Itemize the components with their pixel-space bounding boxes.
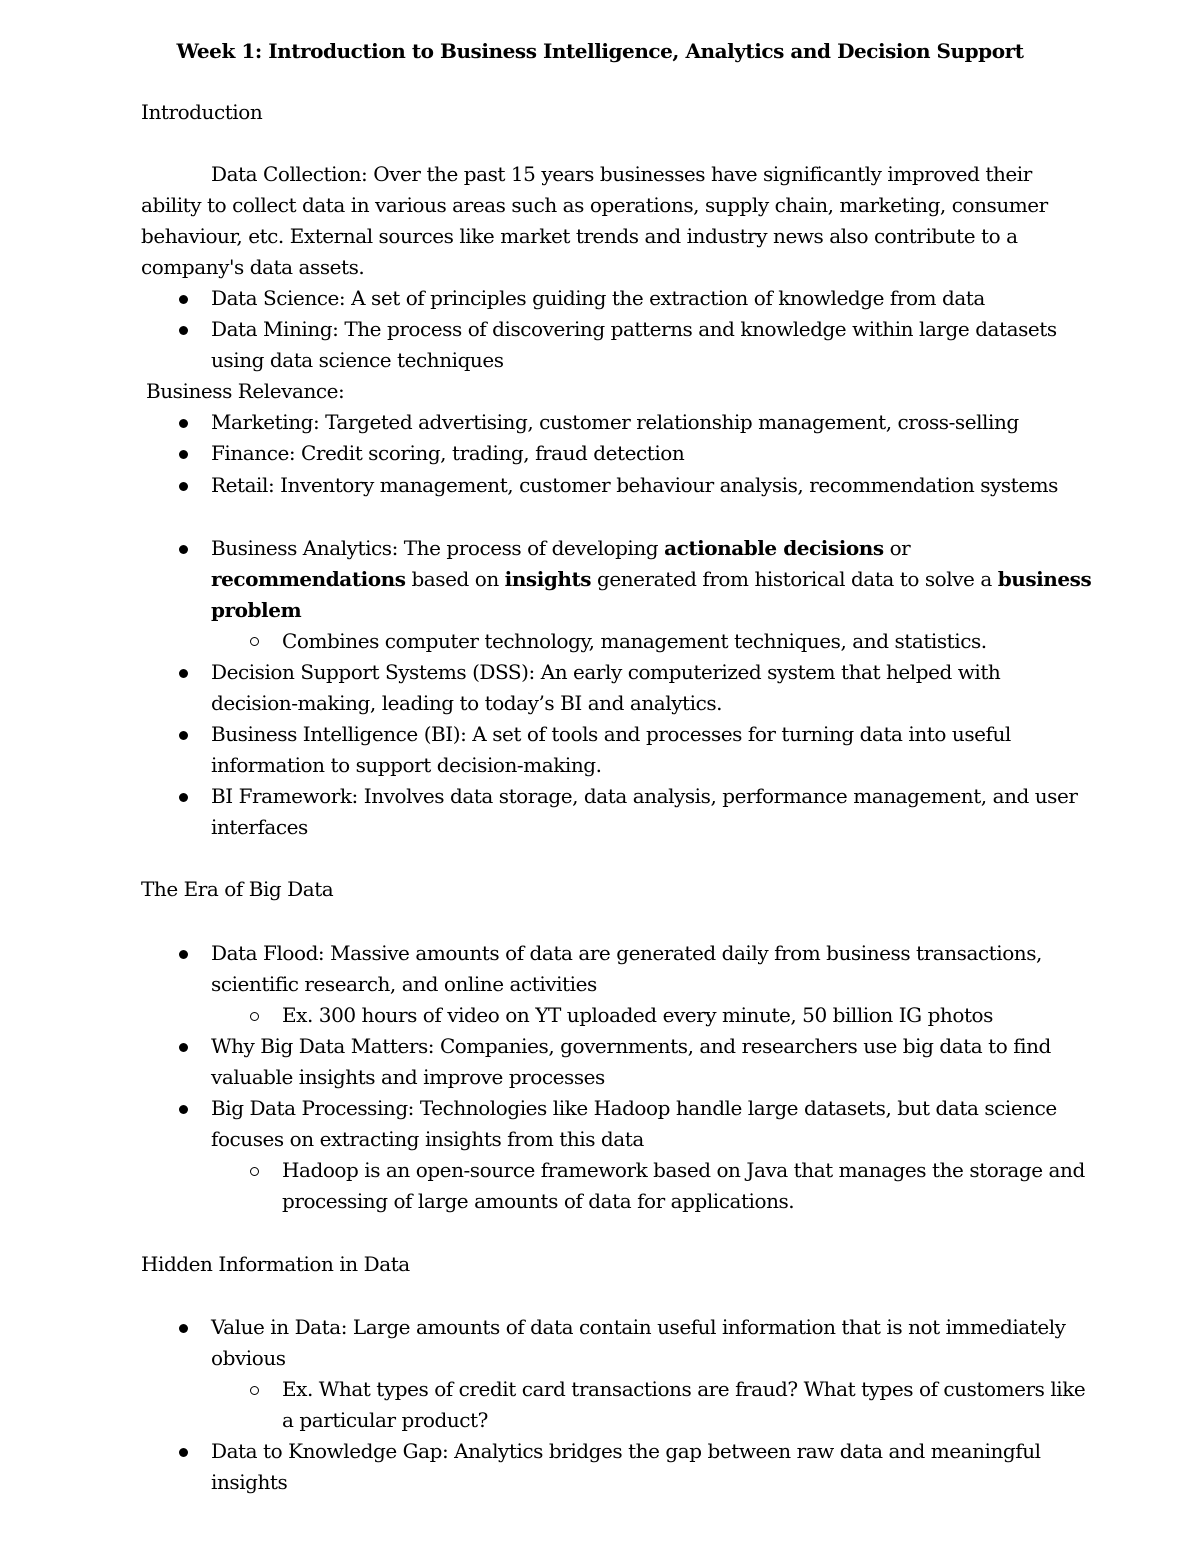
section-heading-introduction: Introduction <box>141 100 263 124</box>
bullet-icon <box>179 419 188 428</box>
bullet-icon <box>179 1043 188 1052</box>
hollow-bullet-icon <box>250 1167 259 1176</box>
section-heading-big-data: The Era of Big Data <box>141 877 334 901</box>
bullet-icon <box>179 1105 188 1114</box>
document-page: Week 1: Introduction to Business Intelligence, Analytics and Decision Support Introduction Data Collection: Over the past 15 years businesses have significantly improved their ability to collect data in various areas such as operations, supply chain, marketing, consumer behaviour, etc. External sources like market trends and industry news also contribute to a company's data assets. Data Science: A set of principles guiding the extraction of knowledge from data Data Mining: The process of discovering patterns and knowledge within large datasets using data science techniques Business Relevance: Marketing: Targeted advertising, customer relationship management, cross-selling Finance: Credit scoring, trading, fraud detection Retail: Inventory management, customer behaviour analysis, recommendation systems Business Analytics: The process of developing actionable decisions or recommendations based on insights generated from historical data to solve a business problem Combines computer technology, management techniques, and statistics. Decision Support Systems (DSS): An early computerized system that helped with decision-making, leading to today’s BI and analytics. Business Intelligence (BI): A set of tools and processes for turning data into useful information to support decision-making. BI Framework: Involves data storage, data analysis, performance management, and user interfaces The Era of Big Data Data Flood: Massive amounts of data are generated daily from business transactions, scientific research, and online activities Ex. 300 hours of video on YT uploaded every minute, 50 billion IG photos Why Big Data Matters: Companies, governments, and researchers use big data to find valuable insights and improve processes Big Data Processing: Technologies like Hadoop handle large datasets, but data science focuses on extracting insights from this data Hadoop is an open-source framework based on Java that manages the storage and processing of large amounts of data for applications. Hidden Information in Data Value in Data: Large amounts of data contain useful information that is not immediately obvious Ex. What types of credit card transactions are fraud? What types of customers like a particular product? Data to Knowledge Gap: Analytics bridges the gap between raw data and meaningful insights <box>0 0 1200 1553</box>
section-heading-hidden-information: Hidden Information in Data <box>141 1252 410 1276</box>
bullet-icon <box>179 482 188 491</box>
bullet-icon <box>179 669 188 678</box>
paragraph-line: Data Collection: Over the past 15 years businesses have significantly improved their <box>211 162 1032 186</box>
bullet-icon <box>179 1324 188 1333</box>
paragraph-line: company's data assets. <box>141 255 365 279</box>
bullet-icon <box>179 793 188 802</box>
hollow-bullet-icon <box>250 1386 259 1395</box>
bullet-icon <box>179 731 188 740</box>
bullet-icon <box>179 950 188 959</box>
page-title: Week 1: Introduction to Business Intelligence, Analytics and Decision Support <box>176 39 1024 63</box>
paragraph-line: ability to collect data in various areas such as operations, supply chain, marketing, consumer <box>141 193 1048 217</box>
hollow-bullet-icon <box>250 1012 259 1021</box>
bullet-icon <box>179 295 188 304</box>
section-heading-business-relevance: Business Relevance: <box>146 379 345 403</box>
paragraph-line: behaviour, etc. External sources like market trends and industry news also contribute to a <box>141 224 1018 248</box>
hollow-bullet-icon <box>250 637 259 646</box>
bullet-icon <box>179 326 188 335</box>
bullet-icon <box>179 545 188 554</box>
bullet-icon <box>179 450 188 459</box>
bullet-icon <box>179 1448 188 1457</box>
